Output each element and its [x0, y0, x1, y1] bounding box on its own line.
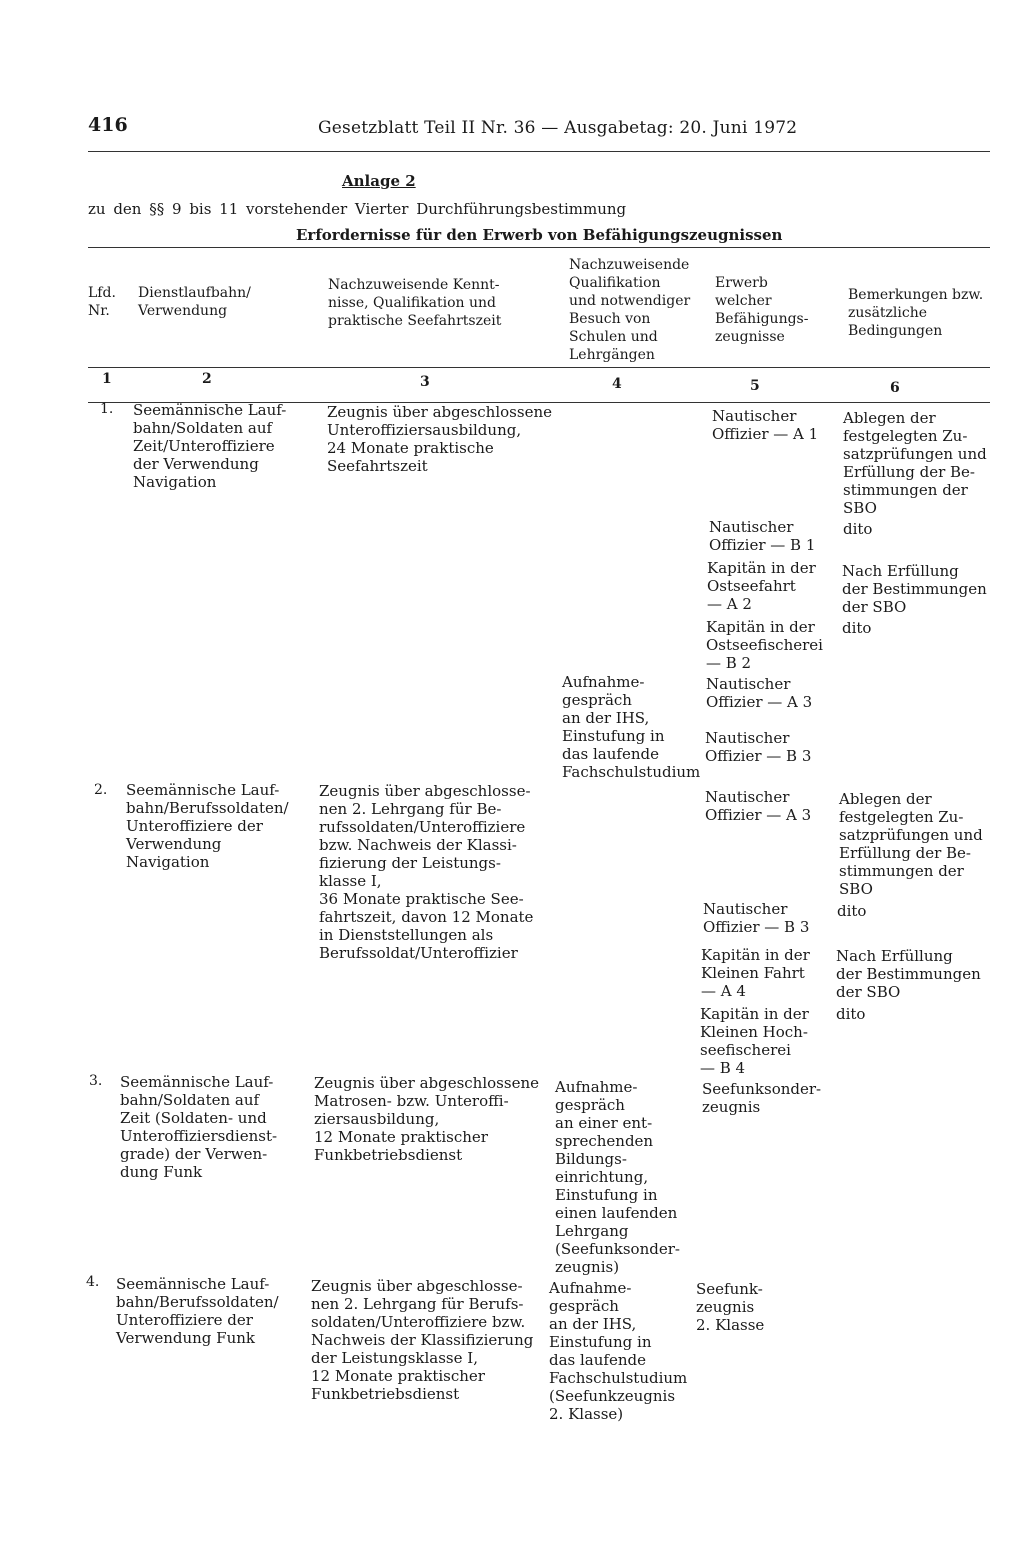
- row-2-zeugnis-a3: Nautischer Offizier — A 3: [705, 788, 812, 824]
- gazette-header-title: Gesetzblatt Teil II Nr. 36 — Ausgabetag: 20. Juni 1972: [318, 118, 798, 138]
- row-1-zeugnis-a2: Kapitän in der Ostseefahrt — A 2: [707, 559, 816, 613]
- row-1-zeugnis-b2: Kapitän in der Ostseefischerei — B 2: [706, 618, 823, 672]
- row-2-bemerkung-1: Ablegen der festgelegten Zu- satzprüfungen und Erfüllung der Be- stimmungen der SBO: [839, 790, 983, 898]
- column-number-4: 4: [612, 376, 622, 392]
- row-3-number: 3.: [89, 1073, 103, 1089]
- row-3-qualifikation: Aufnahme- gespräch an einer ent- sprechenden Bildungs- einrichtung, Einstufung in einen laufenden Lehrgang (Seefunksonder- zeugnis): [555, 1078, 680, 1276]
- row-1-bemerkung-4: dito: [842, 619, 872, 637]
- row-2-kenntnisse: Zeugnis über abgeschlosse- nen 2. Lehrgang für Be- rufssoldaten/Unteroffiziere bzw. Nachweis der Klassi- fizierung der Leistungs- klasse I, 36 Monate praktische See- fahrtszeit, davon 12 Monate in Dienststellungen als Berufssoldat/Unteroffizier: [319, 782, 534, 962]
- row-2-zeugnis-b3: Nautischer Offizier — B 3: [703, 900, 810, 936]
- row-4-laufbahn: Seemännische Lauf- bahn/Berufssoldaten/ Unteroffiziere der Verwendung Funk: [116, 1275, 279, 1347]
- intro-text: zu den §§ 9 bis 11 vorstehender Vierter Durchführungsbestimmung: [88, 200, 627, 218]
- row-1-zeugnis-a1: Nautischer Offizier — A 1: [712, 407, 819, 443]
- row-4-zeugnis: Seefunk- zeugnis 2. Klasse: [696, 1280, 765, 1334]
- column-header-lfd-nr: Lfd. Nr.: [88, 285, 116, 319]
- row-1-zeugnis-a3: Nautischer Offizier — A 3: [706, 675, 813, 711]
- row-1-number: 1.: [100, 401, 114, 417]
- row-3-laufbahn: Seemännische Lauf- bahn/Soldaten auf Zeit (Soldaten- und Unteroffiziersdienst- grade) der Verwen- dung Funk: [120, 1073, 278, 1181]
- row-2-bemerkung-4: dito: [836, 1005, 866, 1023]
- row-1-qualifikation: Aufnahme- gespräch an der IHS, Einstufung in das laufende Fachschulstudium: [562, 673, 701, 781]
- row-1-laufbahn: Seemännische Lauf- bahn/Soldaten auf Zeit/Unteroffiziere der Verwendung Navigation: [133, 401, 287, 491]
- column-header-qualifikation: Nachzuweisende Qualifikation und notwendiger Besuch von Schulen und Lehrgängen: [569, 257, 691, 363]
- row-2-number: 2.: [94, 782, 108, 798]
- row-4-kenntnisse: Zeugnis über abgeschlosse- nen 2. Lehrgang für Berufs- soldaten/Unteroffiziere bzw. Nachweis der Klassifizierung der Leistungsklasse I, 12 Monate praktischer Funkbetriebsdienst: [311, 1277, 534, 1403]
- column-header-dienstlaufbahn: Dienstlaufbahn/ Verwendung: [138, 285, 251, 319]
- row-2-bemerkung-3: Nach Erfüllung der Bestimmungen der SBO: [836, 947, 981, 1001]
- annex-label: Anlage 2: [342, 172, 416, 190]
- row-1-bemerkung-3: Nach Erfüllung der Bestimmungen der SBO: [842, 562, 987, 616]
- row-2-laufbahn: Seemännische Lauf- bahn/Berufssoldaten/ Unteroffiziere der Verwendung Navigation: [126, 781, 289, 871]
- page-number: 416: [88, 114, 128, 136]
- table-title: Erfordernisse für den Erwerb von Befähigungszeugnissen: [296, 226, 783, 244]
- column-number-2: 2: [202, 371, 212, 387]
- row-3-zeugnis: Seefunksonder- zeugnis: [702, 1080, 822, 1116]
- row-1-zeugnis-b3: Nautischer Offizier — B 3: [705, 729, 812, 765]
- table-top-rule: [88, 247, 990, 248]
- row-4-qualifikation: Aufnahme- gespräch an der IHS, Einstufung in das laufende Fachschulstudium (Seefunkzeugnis 2. Klasse): [549, 1279, 688, 1423]
- row-1-bemerkung-2: dito: [843, 520, 873, 538]
- row-2-bemerkung-2: dito: [837, 902, 867, 920]
- row-2-zeugnis-a4: Kapitän in der Kleinen Fahrt — A 4: [701, 946, 810, 1000]
- row-1-bemerkung-1: Ablegen der festgelegten Zu- satzprüfungen und Erfüllung der Be- stimmungen der SBO: [843, 409, 987, 517]
- row-1-kenntnisse: Zeugnis über abgeschlossene Unteroffiziersausbildung, 24 Monate praktische Seefahrtszeit: [327, 403, 552, 475]
- row-4-number: 4.: [86, 1274, 100, 1290]
- header-rule: [88, 151, 990, 152]
- row-2-zeugnis-b4: Kapitän in der Kleinen Hoch- seefischerei — B 4: [700, 1005, 809, 1077]
- column-number-6: 6: [890, 380, 900, 396]
- column-number-1: 1: [102, 371, 112, 387]
- column-header-bemerkungen: Bemerkungen bzw. zusätzliche Bedingungen: [848, 287, 984, 339]
- row-1-zeugnis-b1: Nautischer Offizier — B 1: [709, 518, 816, 554]
- row-3-kenntnisse: Zeugnis über abgeschlossene Matrosen- bzw. Unteroffi- ziersausbildung, 12 Monate praktischer Funkbetriebsdienst: [314, 1074, 539, 1164]
- column-number-3: 3: [420, 374, 430, 390]
- column-header-zeugnisse: Erwerb welcher Befähigungs- zeugnisse: [715, 275, 809, 345]
- column-header-rule: [88, 367, 990, 368]
- column-header-kenntnisse: Nachzuweisende Kennt- nisse, Qualifikation und praktische Seefahrtszeit: [328, 277, 502, 329]
- column-number-5: 5: [750, 378, 760, 394]
